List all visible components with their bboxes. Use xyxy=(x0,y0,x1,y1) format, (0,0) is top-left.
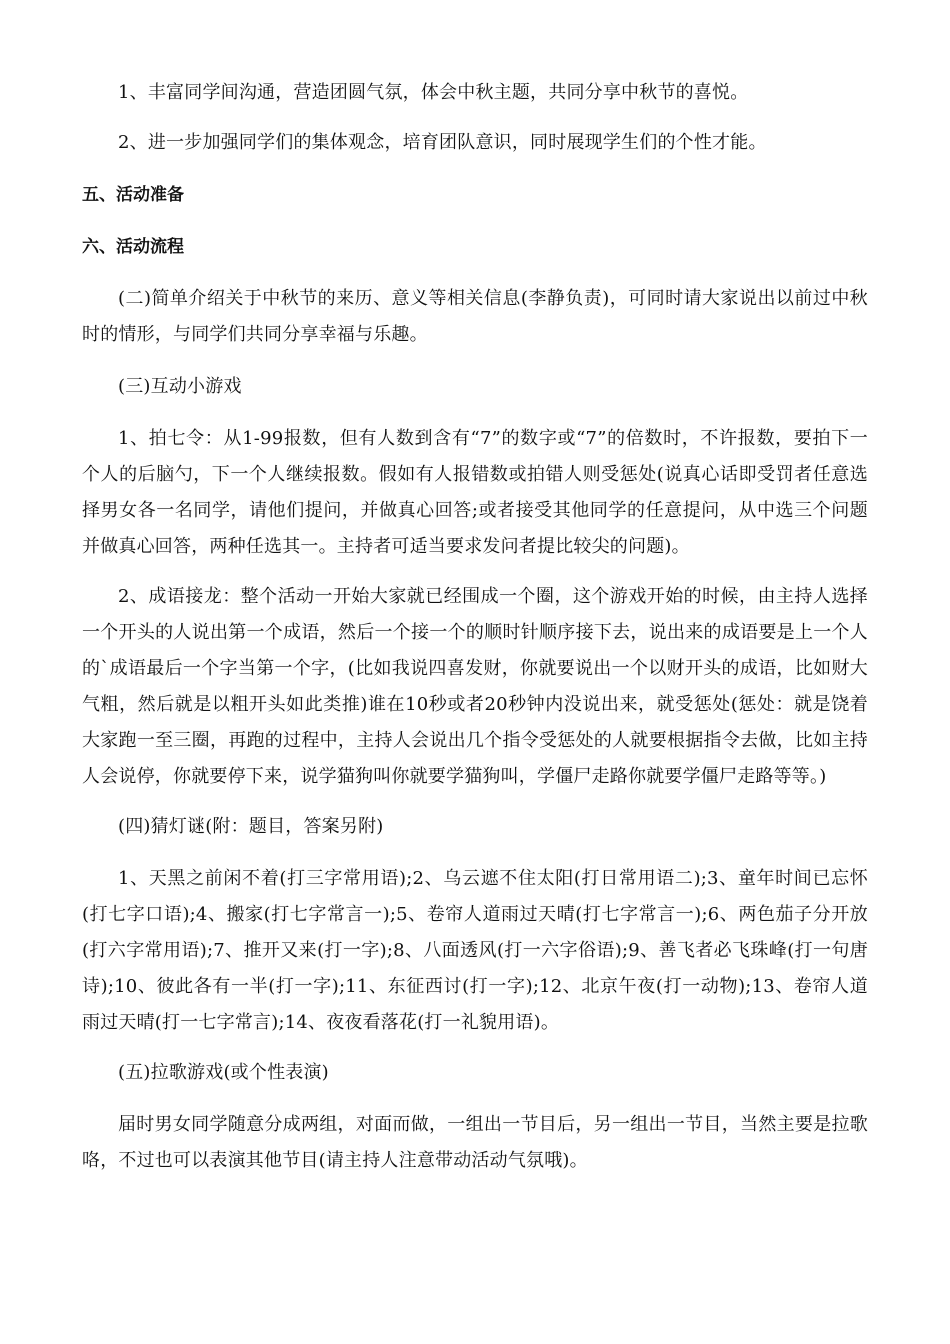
game-paiqiling: 1、拍七令：从1-99报数，但有人数到含有“7”的数字或“7”的倍数时，不许报数，要拍下一个人的后脑勺，下一个人继续报数。假如有人报错数或拍错人则受惩处(说真心话即受罚者任意选择男女各一名同学，请他们提问，并做真心回答;或者接受其他同学的任意提问，从中选三个问题并做真心回答，两种任选其一。主持者可适当要求发问者提比较尖的问题)。 xyxy=(82,428,868,557)
riddle-list: 1、天黑之前闲不着(打三字常用语);2、乌云遮不住太阳(打日常用语二);3、童年时间已忘怀(打七字口语);4、搬家(打七字常言一);5、卷帘人道雨过天晴(打七字常言一);6、两色茄子分开放(打六字常用语);7、推开又来(打一字);8、八面透风(打一六字俗语);9、善飞者必飞珠峰(打一句唐诗);10、彼此各有一半(打一字);11、东征西讨(打一字);12、北京午夜(打一动物);13、卷帘人道雨过天晴(打一七字常言);14、夜夜看落花(打一礼貌用语)。 xyxy=(82,868,868,1033)
process-step-5-title: (五)拉歌游戏(或个性表演) xyxy=(118,1062,329,1083)
process-step-3-title: (三)互动小游戏 xyxy=(118,376,242,397)
process-step-2: (二)简单介绍关于中秋节的来历、意义等相关信息(李静负责)，可同时请大家说出以前过中秋时的情形，与同学们共同分享幸福与乐趣。 xyxy=(82,288,868,345)
document-page xyxy=(82,75,868,1179)
process-step-4-title: (四)猜灯谜(附：题目，答案另附) xyxy=(118,816,384,837)
section-heading-process: 六、活动流程 xyxy=(82,237,184,257)
section-heading-preparation: 五、活动准备 xyxy=(82,185,184,205)
objective-1: 1、丰富同学间沟通，营造团圆气氛，体会中秋主题，共同分享中秋节的喜悦。 xyxy=(118,82,749,103)
objective-2: 2、进一步加强同学们的集体观念，培育团队意识，同时展现学生们的个性才能。 xyxy=(118,132,767,153)
game-chengyu-jielong: 2、成语接龙：整个活动一开始大家就已经围成一个圈，这个游戏开始的时候，由主持人选择一个开头的人说出第一个成语，然后一个接一个的顺时针顺序接下去，说出来的成语要是上一个人的`成语最后一个字当第一个字，(比如我说四喜发财，你就要说出一个以财开头的成语，比如财大气粗，然后就是以粗开头如此类推)谁在10秒或者20秒钟内没说出来，就受惩处(惩处：就是饶着大家跑一至三圈，再跑的过程中，主持人会说出几个指令受惩处的人就要根据指令去做，比如主持人会说停，你就要停下来，说学猫狗叫你就要学猫狗叫，学僵尸走路你就要学僵尸走路等等。) xyxy=(82,586,868,787)
singing-game-description: 届时男女同学随意分成两组，对面而做，一组出一节目后，另一组出一节目，当然主要是拉歌咯，不过也可以表演其他节目(请主持人注意带动活动气氛哦)。 xyxy=(82,1114,868,1171)
